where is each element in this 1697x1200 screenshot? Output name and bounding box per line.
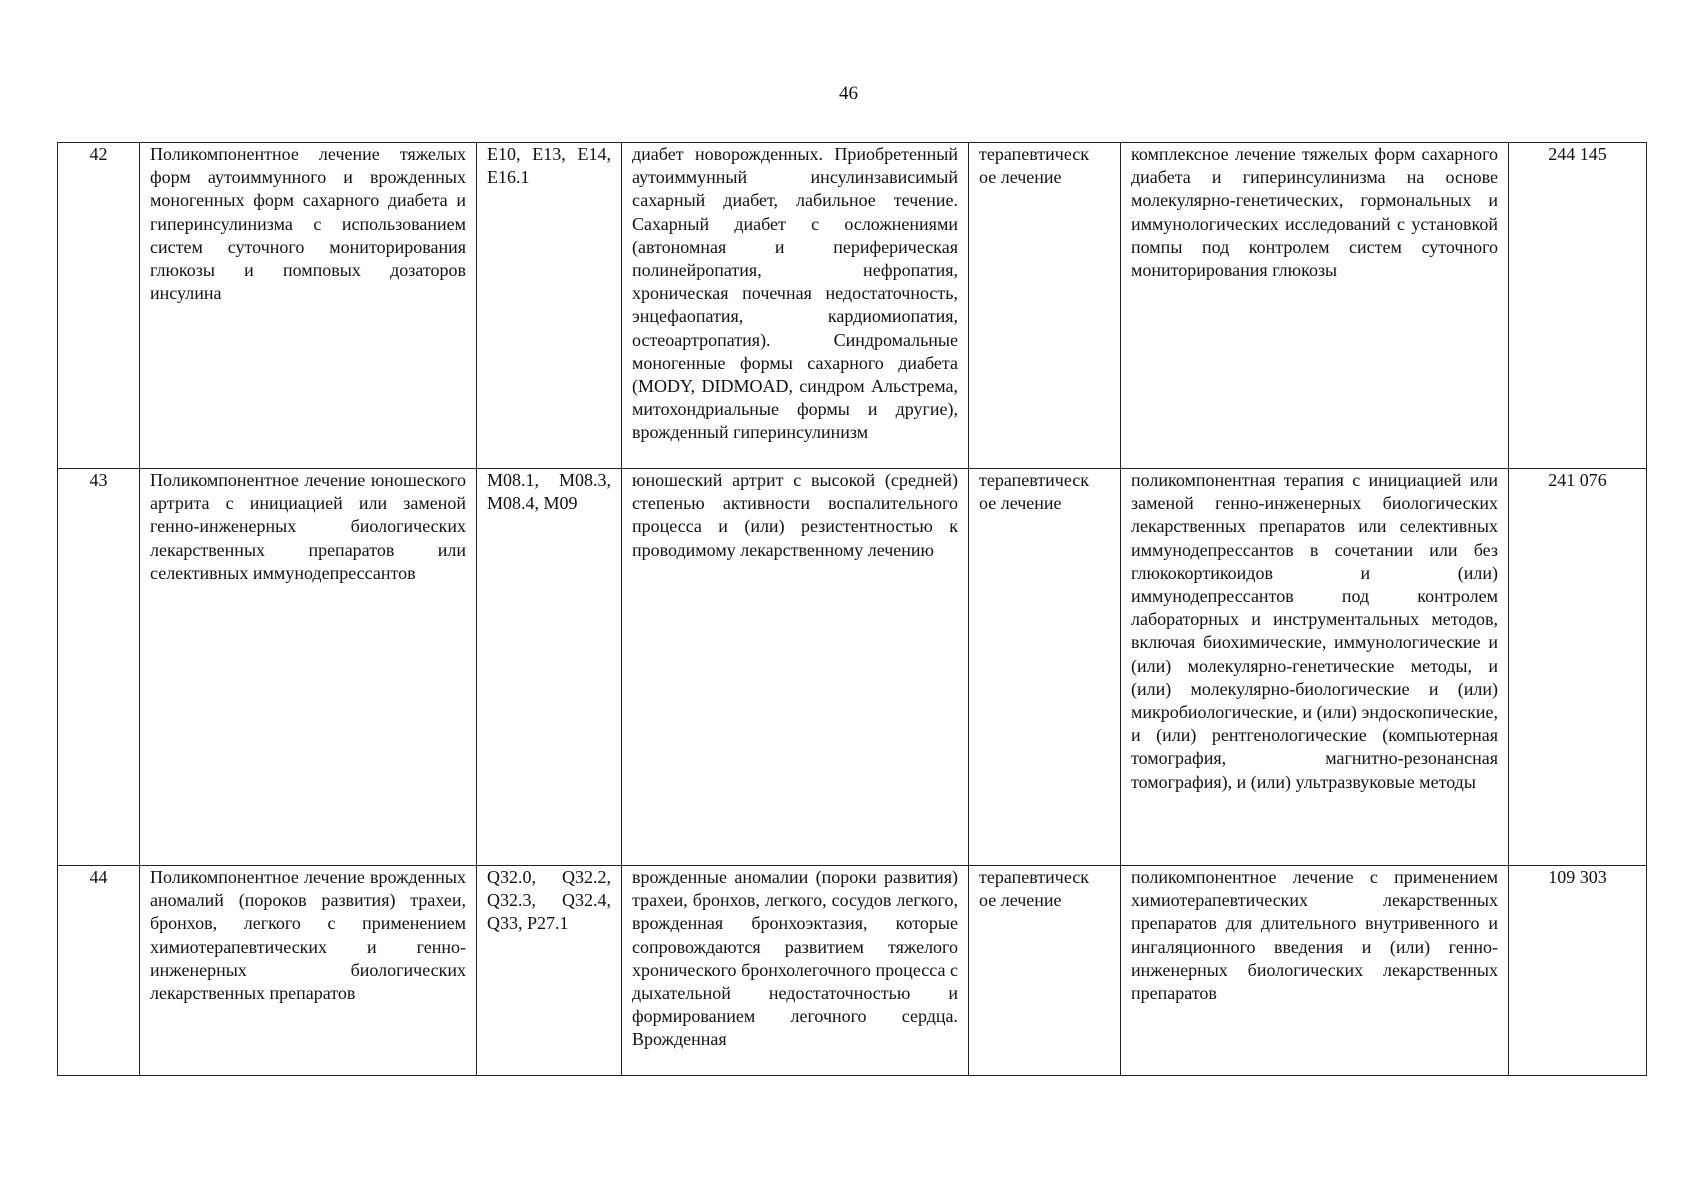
patient-model: врожденные аномалии (пороки развития) трахеи, бронхов, легкого, сосудов легкого, врожденная бронхоэктазия, которые сопровождаются развитием тяжелого хронического бронхолегочного процесса с дыхательной недостаточностью и формированием легочного сердца. Врожденная [622, 866, 969, 1076]
treatment-name: Поликомпонентное лечение юношеского артрита с инициацией или заменой генно-инженерных биологических лекарственных препаратов или селективных иммунодепрессантов [140, 469, 477, 866]
table-row [58, 866, 1647, 1076]
row-number: 43 [58, 469, 140, 866]
treatment-type: терапевтическ ое лечение [969, 866, 1121, 1076]
icd-codes: M08.1, M08.3, M08.4, M09 [477, 469, 622, 866]
row-number: 42 [58, 143, 140, 469]
treatment-method: поликомпонентное лечение с применением химиотерапевтических лекарственных препаратов для длительного внутривенного и ингаляционного введения и (или) генно-инженерных биологических лекарственных препаратов [1121, 866, 1509, 1076]
price: 244 145 [1509, 143, 1647, 469]
treatment-name: Поликомпонентное лечение тяжелых форм аутоиммунного и врожденных моногенных форм сахарного диабета и гиперинсулинизма с использованием систем суточного мониторирования глюкозы и помповых дозаторов инсулина [140, 143, 477, 469]
treatment-type: терапевтическ ое лечение [969, 143, 1121, 469]
row-number: 44 [58, 866, 140, 1076]
icd-codes: Q32.0, Q32.2, Q32.3, Q32.4, Q33, P27.1 [477, 866, 622, 1076]
treatment-table [57, 142, 1647, 1076]
icd-codes: E10, E13, E14, E16.1 [477, 143, 622, 469]
treatment-method: комплексное лечение тяжелых форм сахарного диабета и гиперинсулинизма на основе молекулярно-генетических, гормональных и иммунологических исследований с установкой помпы под контролем систем суточного мониторирования глюкозы [1121, 143, 1509, 469]
table-row [58, 143, 1647, 469]
price: 241 076 [1509, 469, 1647, 866]
table-row [58, 469, 1647, 866]
patient-model: диабет новорожденных. Приобретенный аутоиммунный инсулинзависимый сахарный диабет, лабильное течение. Сахарный диабет с осложнениями (автономная и периферическая полинейропатия, нефропатия, хроническая почечная недостаточность, энцефаопатия, кардиомиопатия, остеоартропатия). Синдромальные моногенные формы сахарного диабета (MODY, DIDMOAD, синдром Альстрема, митохондриальные формы и другие), врожденный гиперинсулинизм [622, 143, 969, 469]
patient-model: юношеский артрит с высокой (средней) степенью активности воспалительного процесса и (или) резистентностью к проводимому лекарственному лечению [622, 469, 969, 866]
page-number: 46 [839, 83, 858, 104]
treatment-type: терапевтическ ое лечение [969, 469, 1121, 866]
treatment-name: Поликомпонентное лечение врожденных аномалий (пороков развития) трахеи, бронхов, легкого с применением химиотерапевтических и генно-инженерных биологических лекарственных препаратов [140, 866, 477, 1076]
treatment-method: поликомпонентная терапия с инициацией или заменой генно-инженерных биологических лекарственных препаратов или селективных иммунодепрессантов в сочетании или без глюкокортикоидов и (или) иммунодепрессантов под контролем лабораторных и инструментальных методов, включая биохимические, иммунологические и (или) молекулярно-генетические методы, и (или) молекулярно-биологические и (или) микробиологические, и (или) эндоскопические, и (или) рентгенологические (компьютерная томография, магнитно-резонансная томография), и (или) ультразвуковые методы [1121, 469, 1509, 866]
price: 109 303 [1509, 866, 1647, 1076]
